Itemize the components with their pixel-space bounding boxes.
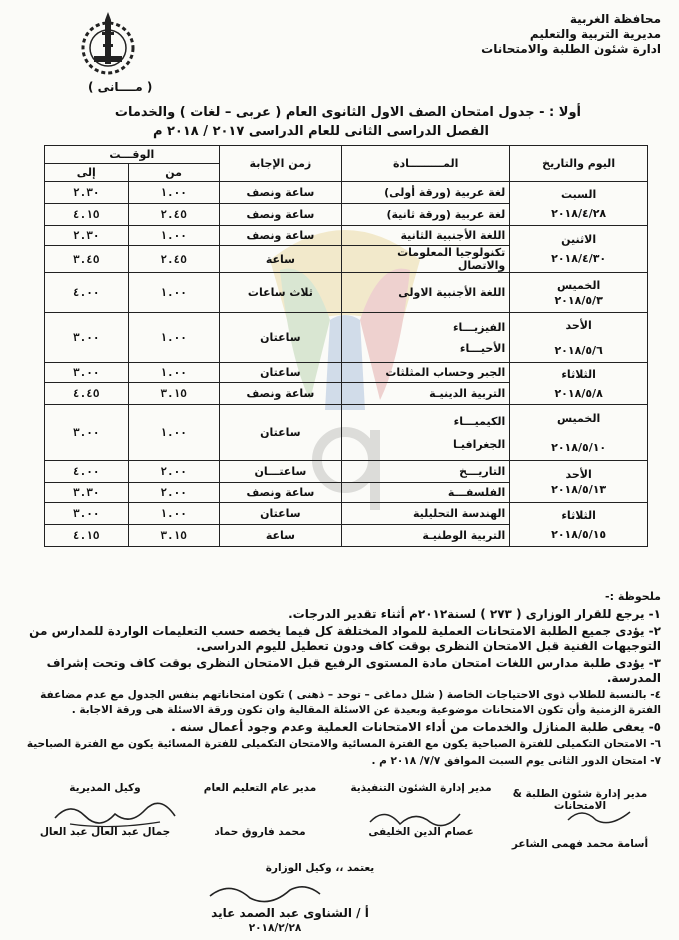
duration-cell: ساعة ونصف xyxy=(219,383,342,405)
duration-cell: ساعة ونصف xyxy=(219,204,342,226)
day-name: الأحد xyxy=(565,467,592,481)
directorate-header xyxy=(481,12,661,57)
day-date: ٢٠١٨/٥/٣ xyxy=(554,293,603,307)
table-row xyxy=(45,363,648,383)
to-cell: ٣.٠٠ xyxy=(45,313,129,363)
duration-cell: ساعتـــان xyxy=(219,461,342,483)
signature-scribble-icon xyxy=(560,802,640,830)
signatory-name: محمد فاروق حماد xyxy=(214,826,306,838)
signatory-name: جمال عبد العال عبد العال xyxy=(39,826,171,838)
duration-cell: ساعة ونصف xyxy=(219,182,342,204)
to-cell: ٣.٤٥ xyxy=(45,246,129,273)
day-cell xyxy=(510,273,648,313)
header-from: من xyxy=(128,164,219,182)
day-date: ٢٠١٨/٥/٨ xyxy=(554,386,603,400)
table-row xyxy=(45,405,648,461)
from-cell: ١.٠٠ xyxy=(128,503,219,525)
subject-cell: لغة عربية (ورقة أولى) xyxy=(342,182,510,204)
duration-cell: ساعة xyxy=(219,525,342,547)
subject-cell: الجبر وحساب المثلثات xyxy=(342,363,510,383)
school-place-label: ( مــــانى ) xyxy=(88,80,153,94)
subject-cell: تكنولوجيا المعلومات والاتصال xyxy=(342,246,510,273)
to-cell: ٤.١٥ xyxy=(45,525,129,547)
day-cell xyxy=(510,182,648,226)
signature-scribble-icon xyxy=(200,878,330,908)
from-cell: ٢.٤٥ xyxy=(128,246,219,273)
subject-cell: اللغة الأجنبية الثانية xyxy=(342,226,510,246)
schedule-title: أولا : - جدول امتحان الصف الاول الثانوى العام ( عربى – لغات ) والخدمات xyxy=(114,105,581,120)
to-cell: ٤.٠٠ xyxy=(45,461,129,483)
to-cell: ٢.٣٠ xyxy=(45,182,129,204)
subject-cell xyxy=(342,405,510,461)
note-item: ٣- يؤدى طلبة مدارس اللغات امتحان مادة المستوى الرفيع قبل الامتحان النظرى بوقت كاف وتحت إشراف المدرسة. xyxy=(46,656,661,685)
subject-cell: التربية الوطنيـة xyxy=(342,525,510,547)
signatory-title: مدير إدارة شئون الطلبة & الامتحانات xyxy=(512,788,648,812)
signature-scribble-icon xyxy=(50,796,180,832)
approval-date: ٢٠١٨/٢/٢٨ xyxy=(248,922,302,934)
note-item: ٢- يؤدى جميع الطلبة الامتحانات العملية للمواد المختلفة كل فيما يخصه حسب التعليمات الواردة للمدارس من التوجيهات الفنية قبل الامتحان النظرى بوقت كاف ودون تعطيل لليوم الدراسى. xyxy=(29,624,661,653)
day-name: الأحد xyxy=(565,318,592,332)
day-date: ٢٠١٨/٤/٣٠ xyxy=(551,252,607,265)
day-date: ٢٠١٨/٥/١٣ xyxy=(551,482,607,496)
day-cell xyxy=(510,405,648,461)
day-date: ٢٠١٨/٥/١٥ xyxy=(551,527,607,541)
signatory-name: أسامة محمد فهمى الشاعر xyxy=(511,838,649,850)
day-cell xyxy=(510,461,648,503)
to-cell: ٤.٠٠ xyxy=(45,273,129,313)
day-name: السبت xyxy=(561,187,597,201)
signatory-title: مدير إدارة الشئون التنفيذية xyxy=(350,782,492,794)
from-cell: ٢.٠٠ xyxy=(128,483,219,503)
schedule-subtitle: الفصل الدراسى الثانى للعام الدراسى ٢٠١٧ / ٢٠١٨ م xyxy=(152,124,489,139)
signatory-name: عصام الدين الخليفى xyxy=(368,826,474,838)
note-item: ١- يرجع للقرار الوزارى ( ٢٧٣ ) لسنة٢٠١٢م أثناء تقدير الدرجات. xyxy=(288,607,661,621)
duration-cell: ساعتان xyxy=(219,313,342,363)
duration-cell: ساعتان xyxy=(219,405,342,461)
subject-cell: الهندسة التحليلية xyxy=(342,503,510,525)
signatory-title: وكيل المديرية xyxy=(69,782,141,794)
note-item: ٧- امتحان الدور الثانى يوم السبت الموافق ٧/٧/ ٢٠١٨ م . xyxy=(371,755,661,767)
subject-cell: الفلسفـــة xyxy=(342,483,510,503)
to-cell: ٣.٠٠ xyxy=(45,405,129,461)
day-cell xyxy=(510,313,648,363)
subject-cell: لغة عربية (ورقة ثانية) xyxy=(342,204,510,226)
subject-line: الفيزيـــاء xyxy=(452,320,506,334)
day-cell xyxy=(510,226,648,273)
signatory-title: مدير عام التعليم العام xyxy=(203,782,317,794)
duration-cell: ساعة xyxy=(219,246,342,273)
signature-scribble-icon xyxy=(360,802,470,836)
header-time: الوقـــت xyxy=(45,146,220,164)
duration-cell: ساعتان xyxy=(219,363,342,383)
header-line-administration: ادارة شئون الطلبة والامتحانات xyxy=(481,42,661,56)
header-to: إلى xyxy=(45,164,129,182)
header-subject: المـــــــــادة xyxy=(342,146,510,182)
table-row xyxy=(45,503,648,525)
mosque-logo-icon xyxy=(78,10,138,82)
from-cell: ٣.١٥ xyxy=(128,525,219,547)
from-cell: ١.٠٠ xyxy=(128,405,219,461)
to-cell: ٣.٠٠ xyxy=(45,503,129,525)
table-row xyxy=(45,313,648,363)
day-cell xyxy=(510,363,648,405)
table-row xyxy=(45,182,648,204)
approver-name: أ / الشناوى عبد الصمد عايد xyxy=(211,906,369,920)
day-name: الاثنين xyxy=(561,233,597,246)
day-name: الثلاثاء xyxy=(561,367,596,381)
day-date: ٢٠١٨/٤/٢٨ xyxy=(551,206,607,220)
header-duration: زمن الإجابة xyxy=(219,146,342,182)
day-name: الخميس xyxy=(557,278,601,292)
subject-cell: اللغة الأجنبية الاولى xyxy=(342,273,510,313)
to-cell: ٣.٣٠ xyxy=(45,483,129,503)
from-cell: ١.٠٠ xyxy=(128,226,219,246)
day-name: الثلاثاء xyxy=(561,508,596,522)
from-cell: ١.٠٠ xyxy=(128,182,219,204)
header-line-directorate: مديرية التربية والتعليم xyxy=(529,27,661,41)
day-cell xyxy=(510,503,648,547)
from-cell: ١.٠٠ xyxy=(128,273,219,313)
to-cell: ٤.١٥ xyxy=(45,204,129,226)
to-cell: ٢.٣٠ xyxy=(45,226,129,246)
subject-cell: التاريـــخ xyxy=(342,461,510,483)
duration-cell: ساعة ونصف xyxy=(219,226,342,246)
subject-cell: التربية الدينيـة xyxy=(342,383,510,405)
subject-line: الأحيـــاء xyxy=(459,341,506,355)
subject-line: الكيميـــاء xyxy=(453,414,506,428)
from-cell: ٣.١٥ xyxy=(128,383,219,405)
note-item: ٦- الامتحان التكميلى للفترة الصباحية يكون مع الفترة المسائية والامتحان التكميلى للفترة المسائية يكون مع الفترة الصباحية xyxy=(26,738,661,750)
from-cell: ٢.٠٠ xyxy=(128,461,219,483)
duration-cell: ساعة ونصف xyxy=(219,483,342,503)
from-cell: ٢.٤٥ xyxy=(128,204,219,226)
from-cell: ١.٠٠ xyxy=(128,363,219,383)
notes-section xyxy=(11,590,661,771)
day-date: ٢٠١٨/٥/١٠ xyxy=(551,440,607,454)
to-cell: ٣.٠٠ xyxy=(45,363,129,383)
signatory-general-education xyxy=(190,782,330,838)
day-date: ٢٠١٨/٥/٦ xyxy=(554,343,603,357)
subject-line: الجغرافيـا xyxy=(453,437,506,451)
approval-title: يعتمد ،، وكيل الوزارة xyxy=(265,862,375,874)
header-day-date: اليوم والتاريخ xyxy=(510,146,648,182)
note-item: ٥- يعفى طلبة المنازل والخدمات من أداء الامتحانات العملية وعدم وجود أعمال سنه . xyxy=(171,720,661,734)
to-cell: ٤.٤٥ xyxy=(45,383,129,405)
duration-cell: ساعتان xyxy=(219,503,342,525)
approval-block xyxy=(200,862,440,874)
notes-heading: ملحوظة :- xyxy=(605,590,661,603)
day-name: الخميس xyxy=(557,411,601,425)
subject-cell xyxy=(342,313,510,363)
exam-schedule-table xyxy=(44,145,648,547)
table-row xyxy=(45,273,648,313)
from-cell: ١.٠٠ xyxy=(128,313,219,363)
duration-cell: ثلاث ساعات xyxy=(219,273,342,313)
table-row xyxy=(45,461,648,483)
note-item: ٤- بالنسبة للطلاب ذوى الاحتياجات الخاصة ( شلل دماغى – توحد – ذهنى ) تكون امتحاناتهم بنفس الجدول مع عدم مضاعفة الفترة الزمنية وأن تكون الامتحانات موضوعية وبعيدة عن الاسئلة المقالية وان تكون ورقة الاسئلة هى ورقة الاجابة . xyxy=(40,689,661,716)
table-row xyxy=(45,226,648,246)
header-line-governorate: محافظة الغربية xyxy=(569,12,661,26)
